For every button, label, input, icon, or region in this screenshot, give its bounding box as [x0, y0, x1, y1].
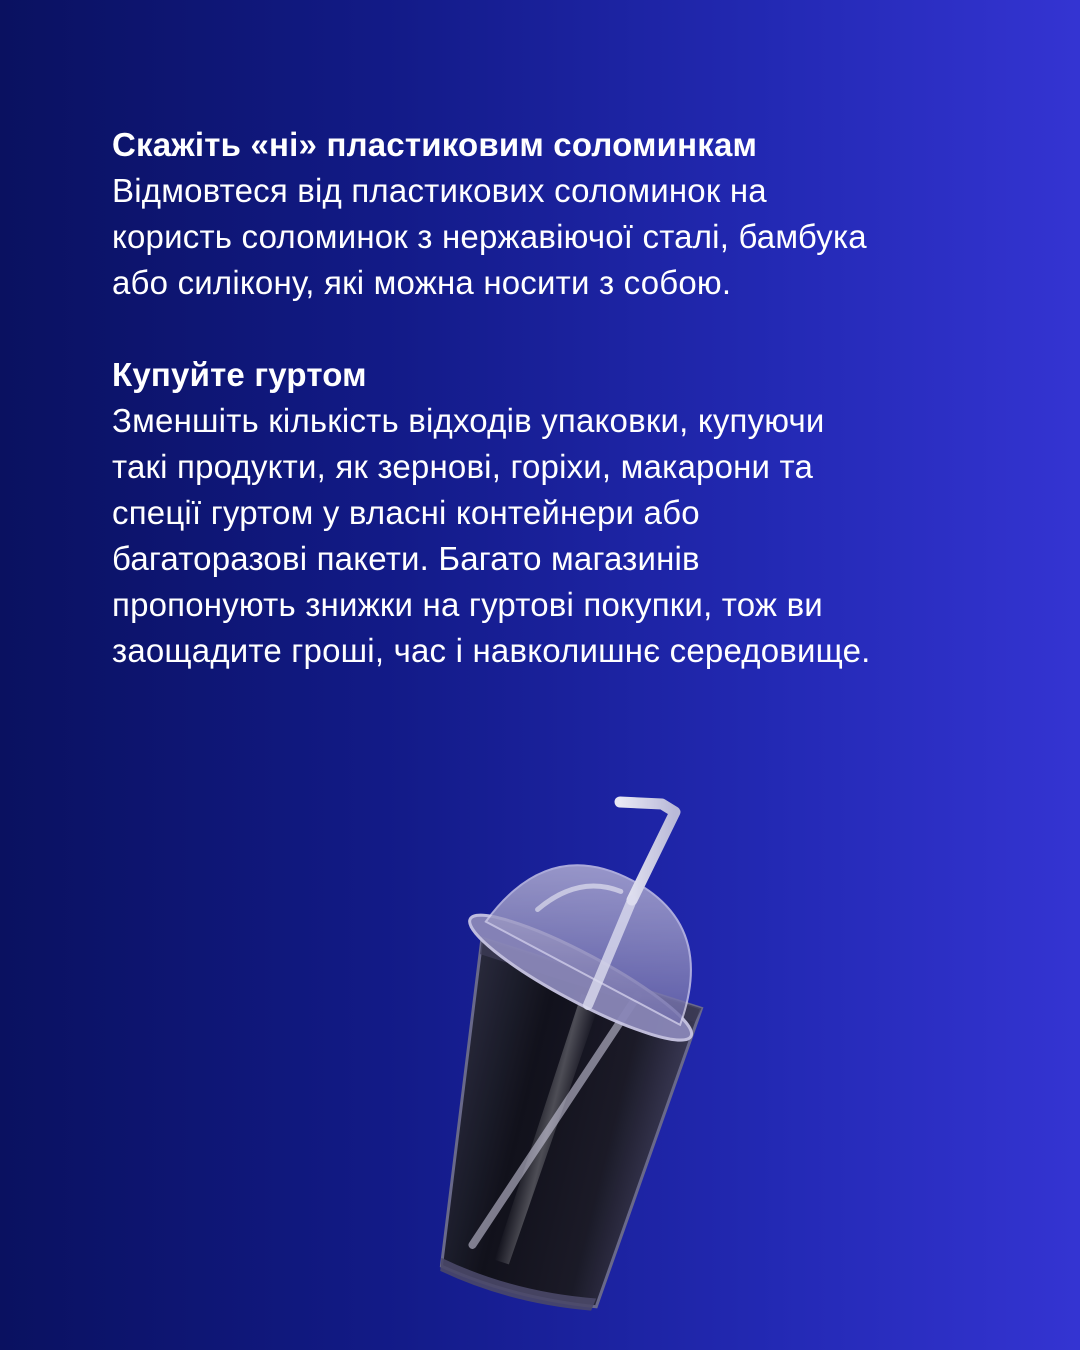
- tip-buy-bulk: [112, 352, 992, 674]
- plastic-cup-with-straw-icon: [370, 790, 730, 1320]
- tip-title: Купуйте гуртом: [112, 356, 367, 393]
- tip-title: Скажіть «ні» пластиковим соломинкам: [112, 126, 758, 163]
- tips-content: [112, 122, 992, 674]
- tip-text: Відмовтеся від пластикових соломинок на користь соломинок з нержавіючої сталі, бамбука або силікону, які можна носити з собою.: [112, 172, 867, 301]
- tip-plastic-straws: [112, 122, 992, 306]
- tip-text: Зменшіть кількість відходів упаковки, купуючи такі продукти, як зернові, горіхи, макарони та спеції гуртом у власні контейнери або багаторазові пакети. Багато магазинів пропонують знижки на гуртові покупки, тож ви заощадите гроші, час і навколишнє середовище.: [112, 402, 871, 669]
